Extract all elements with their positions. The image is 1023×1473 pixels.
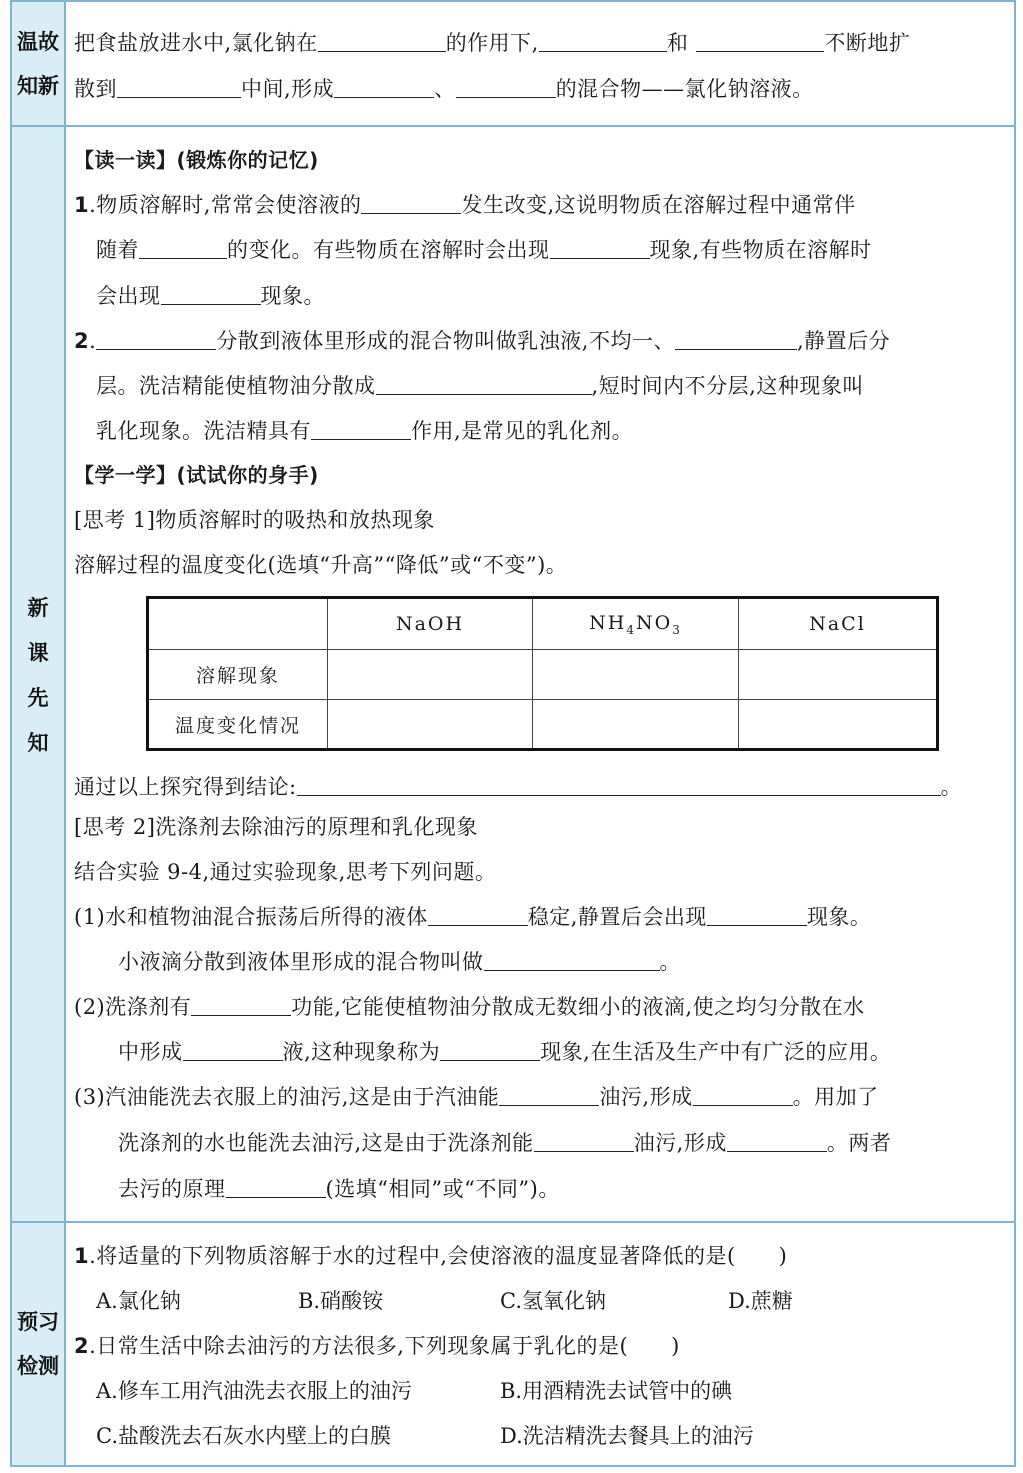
q1-option-a[interactable]: A.氯化钠 — [96, 1289, 181, 1313]
blank[interactable] — [693, 1085, 793, 1106]
blank[interactable] — [139, 238, 227, 259]
side-new-c2: 课 — [27, 641, 49, 665]
side-new-lesson — [12, 126, 66, 1222]
table-row-label: 温度变化情况 — [148, 700, 328, 750]
sub3-line3: 去污的原理 (选填“相同”或“不同”)。 — [118, 1177, 560, 1201]
think1-title: [思考 1]物质溶解时的吸热和放热现象 — [74, 508, 435, 532]
blank[interactable] — [226, 1177, 326, 1198]
blank[interactable] — [727, 1131, 827, 1152]
q1-option-c[interactable]: C.氢氧化钠 — [500, 1289, 606, 1313]
preview-q1: 1.将适量的下列物质溶解于水的过程中,会使溶液的温度显著降低的是( ) — [74, 1244, 788, 1268]
table-cell[interactable] — [328, 700, 533, 750]
sub1-line2: 小液滴分散到液体里形成的混合物叫做 。 — [118, 950, 681, 974]
dissolution-table — [146, 596, 939, 751]
blank[interactable] — [376, 374, 592, 395]
q1-option-d[interactable]: D.蔗糖 — [728, 1289, 793, 1313]
blank[interactable] — [550, 238, 650, 259]
blank[interactable] — [675, 329, 797, 350]
read-q2-line1: 2. 分散到液体里形成的混合物叫做乳浊液,不均一、 ,静置后分 — [74, 329, 891, 353]
side-review-line1: 温故 — [17, 30, 59, 54]
conclusion-line: 通过以上探究得到结论: 。 — [74, 775, 963, 799]
sub1-line1: (1)水和植物油混合振荡后所得的液体 稳定,静置后会出现 现象。 — [74, 905, 872, 929]
table-cell[interactable] — [533, 700, 739, 750]
blank[interactable] — [334, 77, 434, 98]
blank[interactable] — [456, 77, 556, 98]
side-new-c3: 先 — [27, 686, 49, 710]
blank[interactable] — [696, 31, 824, 52]
side-preview-line2: 检测 — [17, 1354, 59, 1378]
table-row-label: 溶解现象 — [148, 650, 328, 700]
blank[interactable] — [534, 1131, 634, 1152]
table-header-nh4no3: $NH_4NO_3$ — [533, 598, 739, 650]
read-q1-line1: 1.物质溶解时,常常会使溶液的 发生改变,这说明物质在溶解过程中通常伴 — [74, 193, 856, 217]
table-header-naoh: NaOH — [328, 598, 533, 650]
blank[interactable] — [183, 1040, 283, 1061]
blank[interactable] — [361, 193, 461, 214]
blank[interactable] — [707, 905, 807, 926]
read-heading: 【读一读】(锻炼你的记忆) — [74, 148, 319, 172]
read-q1-line2: 随着 的变化。有些物质在溶解时会出现 现象,有些物质在溶解时 — [96, 238, 872, 262]
learn-heading: 【学一学】(试试你的身手) — [74, 463, 319, 487]
blank[interactable] — [428, 905, 528, 926]
think1-desc: 溶解过程的温度变化(选填“升高”“降低”或“不变”)。 — [74, 553, 568, 577]
blank[interactable] — [440, 1040, 540, 1061]
q2-option-b[interactable]: B.用酒精洗去试管中的碘 — [500, 1379, 733, 1403]
review-line-2: 散到 中间,形成 、 的混合物——氯化钠溶液。 — [74, 77, 814, 101]
table-header-nacl: NaCl — [739, 598, 938, 650]
q2-option-c[interactable]: C.盐酸洗去石灰水内壁上的白膜 — [96, 1424, 391, 1448]
think2-desc: 结合实验 9-4,通过实验现象,思考下列问题。 — [74, 860, 497, 884]
blank[interactable] — [117, 77, 241, 98]
read-q1-line3: 会出现 现象。 — [96, 284, 325, 308]
table-header-empty — [148, 598, 328, 650]
table-cell[interactable] — [739, 700, 938, 750]
blank[interactable] — [318, 31, 446, 52]
side-review — [12, 2, 66, 126]
blank[interactable] — [311, 419, 411, 440]
sub2-line1: (2)洗涤剂有 功能,它能使植物油分散成无数细小的液滴,使之均匀分散在水 — [74, 995, 865, 1019]
read-q2-line2: 层。洗洁精能使植物油分散成 ,短时间内不分层,这种现象叫 — [96, 374, 864, 398]
q2-option-a[interactable]: A.修车工用汽油洗去衣服上的油污 — [96, 1379, 412, 1403]
preview-q2: 2.日常生活中除去油污的方法很多,下列现象属于乳化的是( ) — [74, 1334, 680, 1358]
blank[interactable] — [499, 1085, 599, 1106]
blank[interactable] — [484, 950, 660, 971]
side-preview — [12, 1222, 66, 1465]
q2-option-d[interactable]: D.洗洁精洗去餐具上的油污 — [500, 1424, 754, 1448]
side-preview-line1: 预习 — [17, 1310, 59, 1334]
side-review-line2: 知新 — [17, 74, 59, 98]
sub3-line1: (3)汽油能洗去衣服上的油污,这是由于汽油能 油污,形成 。用加了 — [74, 1085, 879, 1109]
think2-title: [思考 2]洗涤剂去除油污的原理和乳化现象 — [74, 815, 478, 839]
side-new-c4: 知 — [27, 731, 49, 755]
blank[interactable] — [161, 284, 261, 305]
table-cell[interactable] — [328, 650, 533, 700]
divider — [12, 125, 1014, 127]
sub2-line2: 中形成 液,这种现象称为 现象,在生活及生产中有广泛的应用。 — [118, 1040, 892, 1064]
divider — [12, 1221, 1014, 1223]
worksheet — [10, 0, 1016, 1467]
blank[interactable] — [96, 329, 216, 350]
read-q2-line3: 乳化现象。洗洁精具有 作用,是常见的乳化剂。 — [96, 419, 634, 443]
sub3-line2: 洗涤剂的水也能洗去油污,这是由于洗涤剂能 油污,形成 。两者 — [118, 1131, 892, 1155]
q1-option-b[interactable]: B.硝酸铵 — [298, 1289, 384, 1313]
review-line-1: 把食盐放进水中,氯化钠在 的作用下, 和 不断地扩 — [74, 31, 911, 55]
table-cell[interactable] — [533, 650, 739, 700]
table-cell[interactable] — [739, 650, 938, 700]
side-new-c1: 新 — [27, 596, 49, 620]
blank[interactable] — [539, 31, 667, 52]
blank[interactable] — [297, 775, 941, 796]
blank[interactable] — [191, 995, 291, 1016]
